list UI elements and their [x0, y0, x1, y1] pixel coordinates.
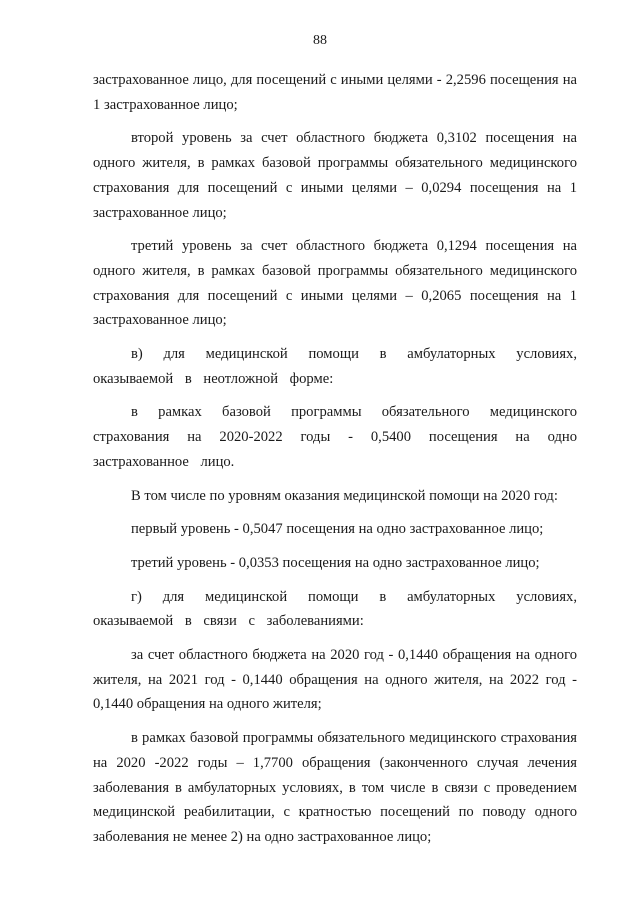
paragraph-regional-budget-appeals: за счет областного бюджета на 2020 год - 0,1440 обращения на одного жителя, на 2021 год - 0,1440 обращения на одного жителя, на 2022 год - 0,1440 обращения на одного жителя;: [93, 647, 577, 713]
paragraph-levels-intro: В том числе по уровням оказания медицинской помощи на 2020 год:: [131, 487, 558, 504]
paragraph-first-level: первый уровень - 0,5047 посещения на одно застрахованное лицо;: [131, 521, 544, 538]
paragraph-basic-program-urgent: в рамках базовой программы обязательного медицинского страхования на 2020-2022 годы - 0,5400 посещения на одно застрахованное лицо.: [93, 404, 577, 470]
page-number: 88: [313, 33, 327, 48]
paragraph-item-v: в) для медицинской помощи в амбулаторных условиях, оказываемой в неотложной форме:: [93, 346, 577, 387]
document-body: [93, 68, 577, 850]
paragraph-basic-program-appeals: в рамках базовой программы обязательного медицинского страхования на 2020 -2022 годы – 1,7700 обращения (законченного случая лечения заболевания в амбулаторных условиях, в том числе в связи с проведением медицинской реабилитации, с кратностью посещений по поводу одного заболевания не менее 2) на одно застрахованное лицо;: [93, 730, 577, 845]
paragraph-third-level: третий уровень за счет областного бюджета 0,1294 посещения на одного жителя, в рамках базовой программы обязательного медицинского страхования для посещений с иными целями – 0,2065 посещения на 1 застрахованное лицо;: [93, 238, 577, 329]
paragraph-continuation: застрахованное лицо, для посещений с иными целями - 2,2596 посещения на 1 застрахованное лицо;: [93, 72, 577, 113]
paragraph-item-g: г) для медицинской помощи в амбулаторных условиях, оказываемой в связи с заболеваниями:: [93, 588, 577, 630]
paragraph-second-level: второй уровень за счет областного бюджета 0,3102 посещения на одного жителя, в рамках базовой программы обязательного медицинского страхования для посещений с иными целями – 0,0294 посещения на 1 застрахованное лицо;: [93, 130, 577, 221]
paragraph-third-level-urgent: третий уровень - 0,0353 посещения на одно застрахованное лицо;: [131, 554, 540, 571]
